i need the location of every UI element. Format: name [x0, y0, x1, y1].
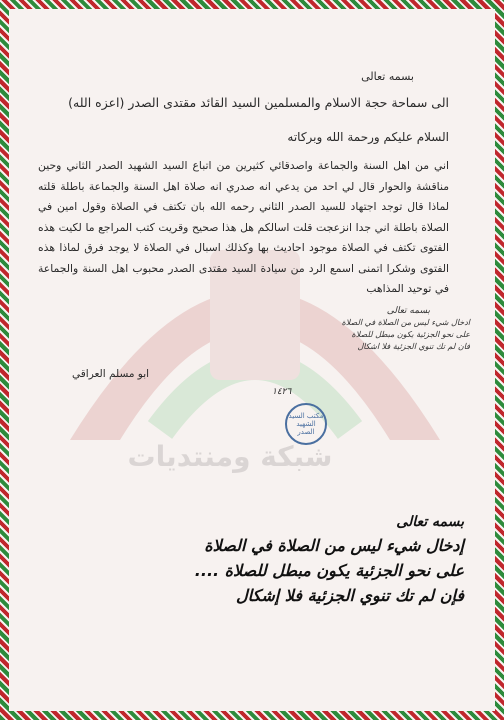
official-seal — [285, 403, 327, 445]
handwritten-line: ادخال شيء ليس من الصلاة في الصلاة — [341, 318, 470, 327]
letter-greeting: السلام عليكم ورحمة الله وبركاته — [287, 130, 449, 144]
watermark-text: شبكة ومنتديات — [127, 440, 333, 473]
typed-line: إدخال شيء ليس من الصلاة في الصلاة — [204, 536, 464, 555]
handwritten-title: بسمه تعالى — [386, 306, 430, 316]
handwritten-line: فان لم تك تنوي الجزئية فلا اشكال — [357, 342, 470, 351]
typed-line: فإن لم تك تنوي الجزئية فلا إشكال — [236, 586, 464, 605]
letter-signature: ابو مسلم العراقي — [72, 368, 150, 380]
seal-text: مكتب السيد الشهيد الصدر — [288, 412, 324, 436]
handwritten-reply — [255, 305, 470, 385]
handwritten-line: على نحو الجزئية يكون مبطل للصلاة — [351, 330, 470, 339]
letter-body: اني من اهل السنة والجماعة واصدقائي كثيرين من اتباع السيد الشهيد الصدر الثاني وحين مناقشة والحوار قال لي احد من يدعي انه صدري انه صلاة اهل السنة والجماعة باطلة قلته لماذا قال توجد اجتهاد للسيد الصدر الثاني رحمه الله بان تكتف في الصلاة وقول امين في الصلاة باطلة اني جدا انزعجت قلت اسالكم هل هذا صحيح وقريت كتب المراجع ما لكيت هذه الفتوى تكتف في الصلاة موجود احاديث بها وكذلك اسبال في الصلاة لا يوجد فرق لماذا هذه الفتوى وشكرا اتمنى اسمع الرد من سيادة السيد مقتدى الصدر محبوب اهل السنة والجماعة في توحيد المذاهب — [38, 159, 449, 295]
letter-invocation: بسمه تعالى — [361, 70, 414, 83]
handwritten-date: ١٤٢٦ — [272, 387, 292, 397]
typed-reply — [195, 514, 464, 611]
typed-line: على نحو الجزئية يكون مبطل للصلاة .... — [194, 561, 464, 580]
letter-addressee: الى سماحة حجة الاسلام والمسلمين السيد القائد مقتدى الصدر (اعزه الله) — [68, 95, 449, 110]
typed-title: بسمه تعالى — [396, 514, 464, 530]
